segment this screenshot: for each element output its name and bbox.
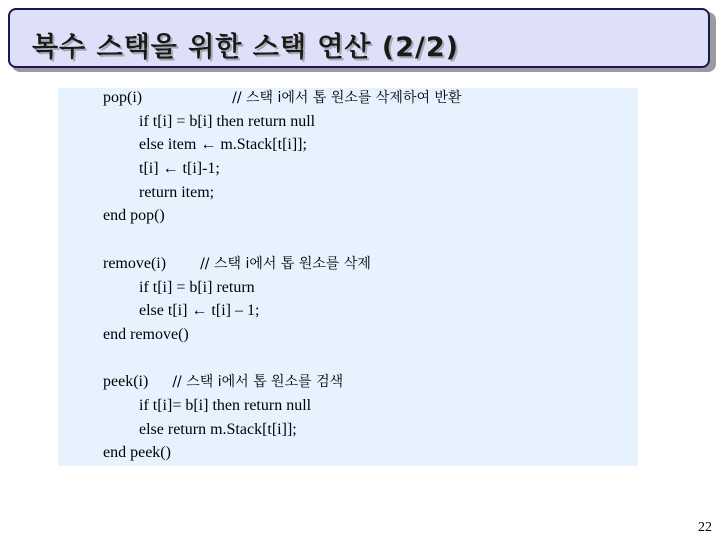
peek-line: else return m.Stack[t[i]]; (139, 420, 297, 438)
remove-signature: remove(i) (103, 254, 167, 272)
pop-line: if t[i] = b[i] then return null (139, 112, 316, 130)
remove-comment: // 스택 i에서 톱 원소를 삭제 (200, 255, 371, 272)
pop-line: return item; (139, 183, 215, 201)
pop-line: t[i] ← t[i]-1; (139, 160, 220, 178)
pop-header (103, 86, 461, 110)
blank-line (103, 347, 461, 371)
remove-line: else t[i] ← t[i] – 1; (139, 302, 260, 320)
pop-line: else item ← m.Stack[t[i]]; (139, 136, 307, 154)
remove-end: end remove() (103, 325, 189, 343)
pop-signature: pop(i) (103, 89, 143, 106)
peek-header (103, 370, 461, 394)
peek-signature: peek(i) (103, 373, 149, 391)
peek-comment: // 스택 i에서 톱 원소를 검색 (172, 374, 344, 391)
remove-line: if t[i] = b[i] return (139, 278, 255, 296)
pop-comment: // 스택 i에서 톱 원소를 삭제하여 반환 (232, 90, 462, 106)
title-box (8, 8, 710, 68)
pop-end: end pop() (103, 207, 165, 225)
peek-line: if t[i]= b[i] then return null (139, 396, 312, 414)
page-number: 22 (698, 520, 712, 535)
remove-header (103, 252, 461, 276)
slide-title: 복수 스택을 위한 스택 연산 (2/2) (32, 32, 460, 63)
peek-end: end peek() (103, 444, 171, 462)
code-block (103, 86, 461, 465)
blank-line (103, 228, 461, 252)
